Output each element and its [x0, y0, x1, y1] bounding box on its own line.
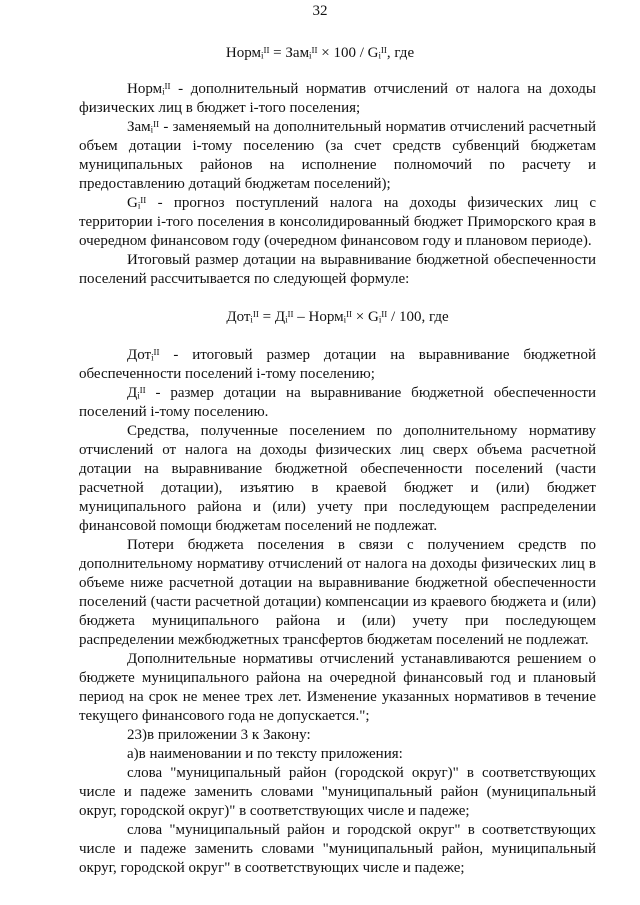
formula-norm: Нормᵢᴵᴵ = Замᵢᴵᴵ × 100 / Gᵢᴵᴵ, где	[225, 45, 415, 61]
paragraph-funds: Средства, полученные поселением по дополнительному нормативу отчислений от налога на доходы физических лиц сверх объема расчетной дотации на выравнивание бюджетной обеспеченности поселений (части расчетной дотации), изъятию в краевой бюджет и (или) бюджет муниципального района и (или) учету при последующем распределении финансовой помощи бюджетам поселений не подлежат.	[79, 423, 596, 534]
paragraph-zam-definition: Замᵢᴵᴵ - заменяемый на дополнительный норматив отчислений расчетный объем дотации i-тому поселению (за счет средств субвенций бюджетам муниципальных районов на исполнение полномочий по расчету и предоставлению дотаций бюджетам поселений);	[79, 119, 596, 192]
document-body	[79, 80, 596, 878]
paragraph-norm-definition: Нормᵢᴵᴵ - дополнительный норматив отчислений от налога на доходы физических лиц в бюджет i-того поселения;	[79, 81, 596, 116]
paragraph-d-definition: Дᵢᴵᴵ - размер дотации на выравнивание бюджетной обеспеченности поселений i-тому поселению.	[79, 385, 596, 420]
paragraph-words-2: слова "муниципальный район и городской округ" в соответствующих числе и падеже заменить словами "муниципальный район, муниципальный округ, городской округ" в соответствующих числе и падеже;	[79, 822, 596, 876]
paragraph-losses: Потери бюджета поселения в связи с получением средств по дополнительному нормативу отчислений от налога на доходы физических лиц в объеме ниже расчетной дотации на выравнивание бюджетной обеспеченности поселений (части расчетной дотации) компенсации из краевого бюджета и (или) бюджета муниципального района и (или) учету при последующем распределении межбюджетных трансфертов бюджетам поселений не подлежат.	[79, 537, 596, 648]
page-number: 32	[312, 3, 328, 19]
paragraph-item-a: а)в наименовании и по тексту приложения:	[127, 746, 403, 762]
paragraph-item-23: 23)в приложении 3 к Закону:	[127, 727, 311, 743]
paragraph-norms-established: Дополнительные нормативы отчислений устанавливаются решением о бюджете муниципального района на очередной финансовый год и плановый период на срок не менее трех лет. Изменение указанных нормативов в течение текущего финансового года не допускается.";	[79, 651, 596, 724]
paragraph-g-definition: Gᵢᴵᴵ - прогноз поступлений налога на доходы физических лиц с территории i-того поселения в консолидированный бюджет Приморского края в очередном финансовом году (очередном финансовом году и плановом периоде).	[79, 195, 596, 249]
paragraph-total-intro: Итоговый размер дотации на выравнивание бюджетной обеспеченности поселений рассчитывается по следующей формуле:	[79, 252, 596, 287]
paragraph-words-1: слова "муниципальный район (городской округ)" в соответствующих числе и падеже заменить словами "муниципальный район (муниципальный округ, городской округ)" в соответствующих числе и падеже;	[79, 765, 596, 819]
paragraph-dot-definition: Дотᵢᴵᴵ - итоговый размер дотации на выравнивание бюджетной обеспеченности поселений i-тому поселению;	[79, 347, 596, 382]
formula-dot: Дотᵢᴵᴵ = Дᵢᴵᴵ – Нормᵢᴵᴵ × Gᵢᴵᴵ / 100, где	[226, 309, 449, 325]
